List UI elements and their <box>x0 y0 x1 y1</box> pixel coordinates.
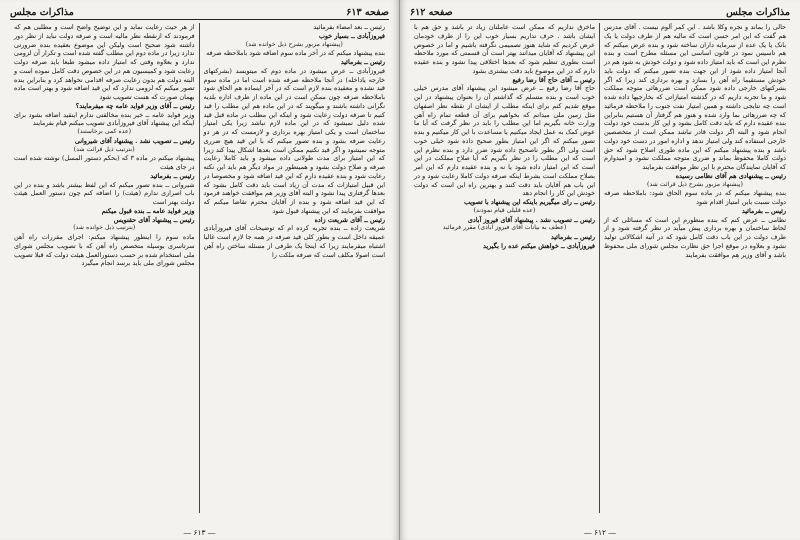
text-paragraph: حاج آقا رضا رفیع ــ عرض میشود این پیشنهاد آقای مدرس خیلی خوب است و بنده متسلم که گذاشتم آن را بعنوان پیشنهاد در این موقع تقدیم کنم برای اینکه مطلب از ایشان از نقطه نظر اصفهان مثل زمین ملی میدانم که بخواهیم برای آن قطعه تمام راه آهن وزارت خانه بگیریم اما این مطلب را باید در نظر گرفت که آیا ما عوض کمک به عمل ایجاد میکنیم یا مساعدت با این کار میکنیم و بنده تصور میکنم که اگر این امتیاز بطور صحیح داده شود خیلی خوب است ولی اگر بطور ناصحیح داده شود ضرر دارد و بنده نظرم این است که این مطلب را در نظر بگیریم که آیا صلاح مملکت در این است که این امتیاز داده شود یا نه و بنده عقیده دارم که این امر بصلاح مملکت است بشرط اینکه صرفه دولت کاملا رعایت شود و در این باب هم آقایان باید دقت کنند و بهترین راه این است که دولت خودش این کار را انجام دهد <box>414 84 595 198</box>
page-number: ― ۶۱۳ ― <box>183 528 216 537</box>
text-paragraph: شیروانی ــ بنده تصور میکنم که این لفظ بیشتر باشد و بنده در این باب اصراری ندارم (هیئت) را اضافه کنم چون دستور العمل هیئت دولت بهتر است <box>14 180 195 206</box>
speaker-paragraph: رئیس ــ بفرمائید <box>741 206 786 215</box>
text-paragraph: رئیس ــ بعد امضاء بفرمائید <box>313 23 385 31</box>
page-612 <box>400 0 800 540</box>
page-header <box>410 6 790 20</box>
speaker-paragraph: فیروزآبادی ــ خواهش میکنم عده را بگیرید <box>482 241 595 250</box>
text-paragraph: پیشنهاد میکنم در ماده ۳ که (بحکم دستور المسل) نوشته شده است در جای هیئت <box>14 154 195 171</box>
text-paragraph: از هر حیث رعایت نماید و این توضیح واضح است و مطلبی هم که فرمودند که ازنقطه نظر مالیه است و صرفه دولت نباید از نظر دور داشته شود صحیح است ولیکن این موضوع بعقیده بنده ضرورتی ندارد زیرا در ماده دوم این مطلب گفته شده است و تکرار آن لزومی ندارد و بعلاوه وقتی که امتیاز داده میشود طبعا باید صرفه دولت رعایت شود و کمیسیون هم در این خصوص دقت کامل نموده است و البته دولت هم بدون رعایت صرفه اقدامی نخواهد کرد و بنابراین بنده تصور میکنم که لزومی ندارد که این قید اضافه شود و بهتر است ماده بهمان صورت که هست تصویب شود <box>14 23 195 101</box>
text-paragraph: حالی را بماند و نجره وکلا باشد . این کمر آلوم نیست . آقای مدرس هم گفت که این امر حسن است که مالیه هم از طرف دولت یا یک بانک یا یک عده از سرمایه داران ساخته شود و بنده عرض میکنم که هم تاسیس نمود در قانون اساسی این مسئله مطرح است و بنده نظرم این است که باید امتیاز داده شود و دولت خودش به شود هم در آنجا امتیاز داده شود از این جهت بنده تصور میکنم که دولت باید خودش مستقیما راه آهن را بسازد و بهره برداری کند زیرا که اگر بشرکتهای خارجی داده شود ممکن است ضررهائی متوجه مملکت شود و ما تجربه داریم که در گذشته امتیازاتی که بخارجیها داده شده است چه نتایجی داشته و همین امتیاز نفت جنوب را ملاحظه فرمائید که چه ضررهائی بما وارد شده و هنوز هم گرفتار آن هستیم بنابراین بنده عقیده دارم که باید دقت کامل بشود و این کار بدست خود دولت انجام شود و البته اگر دولت قادر نباشد ممکن است از متخصصین خارجی استفاده کند ولی امتیاز ندهد و اداره امور در دست خود دولت باشد و بنده پیشنهاد میکنم که این ماده طوری اصلاح شود که حق دولت کاملا محفوظ بماند و ضرری متوجه مملکت نشود و امیدوارم که آقایان نمایندگان محترم با این نظر موافقت بفرمایند <box>604 23 786 171</box>
column-right <box>600 23 790 513</box>
speaker-paragraph: رئیس ــ آقای شریعت زاده <box>314 215 385 224</box>
procedural-note: (بترتیب ذیل قرائت شد) <box>73 145 135 153</box>
procedural-note: (پیشنهاد مزبور بشرح ذیل قرائت شد) <box>647 180 743 188</box>
text-paragraph: وزیر فواید عامه ــ خیر بنده مخالفتی ندارم اینقید اضافه بشود برای اینکه این پیشنهاد آقای فیروزآبادی تصویب میکنم قیام بفرمایند <box>14 110 195 128</box>
procedural-note: (عده قلیلی قیام نمودند) <box>473 206 536 214</box>
speaker-paragraph: فیروزآبادی ــ بسیار خوب <box>318 31 385 40</box>
speaker-paragraph: رئیس ــ پیشنهادی هم آقای نظامی رسیده <box>675 171 786 180</box>
page-header <box>10 6 389 20</box>
text-paragraph: بنده پیشنهاد میکنم که در ماده سوم الحاق شود: باملاحظه صرفه دولت نسبت باین امتیاز اقدام شود <box>604 189 786 206</box>
procedural-note: (پیشنهاد مزبور بشرح ذیل خوانده شد) <box>245 40 343 48</box>
speaker-paragraph: رئیس ــ پیشنهاد آقای حقنویس <box>113 215 195 224</box>
column-right <box>200 23 390 513</box>
page-running-title: مذاکرات مجلس <box>10 6 74 18</box>
text-paragraph: ماده سوم را اینطور پیشنهاد میکنم: اجرای مقررات راه آهن سرتاسری بوسیله متخصص راه آهن که با تصویب مجلس شورای ملی استخدام شده بر حسب دستورالعمل هیئت دولت که قبلا تصویب مجلس شورای ملی باید برسد انجام میگیرد <box>14 233 195 268</box>
text-columns <box>410 23 790 513</box>
page-label: صفحه ۶۱۳ <box>346 6 389 18</box>
text-paragraph: شریعت زاده ــ بنده تجربه کرده ام که توضیحات آقای فیروزآبادی عمیقه داخل است و بطور کلی قید صرفه در همه جا لازم است غالبا اشتباه میفرمایند زیرا که اینجا یک طرفی از مسئله ساختن راه آهن است اصولا مکلف است که صرفه ملکت را <box>203 224 385 259</box>
text-paragraph: بنده پیشنهاد میکنم که در آخر ماده سوم اضافه شود باملاحظه صرفه <box>206 49 385 58</box>
procedural-note: (عده کمی برخاستند) <box>77 128 132 135</box>
text-columns <box>10 23 389 513</box>
text-paragraph: نظامی ــ عرض کنم که بنده منظورم این است که مسائلی که از لحاظ ساختمان و بهره برداری پیش میآید در نظر گرفته شود و از طرف دولت در این باب دقت کامل شود که در آتیه اشکالاتی تولید نشود و بعلاوه در موقع اجرا حق نظارت مجلس شورای ملی محفوظ باشد و آقای وزیر هم موافقت بفرمایند <box>604 215 786 259</box>
speaker-paragraph: وزیر فواید عامه ــ بنده قبول میکنم <box>101 206 195 215</box>
procedural-note: (بترتیب ذیل خوانده شد) <box>73 224 136 232</box>
page-number: ― ۶۱۲ ― <box>584 528 616 537</box>
column-left <box>410 23 600 513</box>
text-paragraph: ماخرق نداریم که ممکن است عاملتان زیاد تر باشد و حق هم با ایشان باشد . حرف نداریم بسیار خوب این را از طرف خودمان عرض کردیم که شاید هنوز تصمیمی نگرفته باشیم و اما در خصوص این پیشنهاد که آقایان میدانند بهتر است آن قسمتی که مورد ملاحظه است بطوری تنظیم شود که بعدها اختلافی پیدا نشود و بنده عقیده دارم که در این موضوع باید دقت بیشتری بشود <box>414 23 595 75</box>
page-running-title: مذاکرات مجلس <box>726 6 790 18</box>
speaker-paragraph: رئیس ــ آقای وزیر فواید عامه چه میفرمایند؟ <box>75 101 195 110</box>
speaker-paragraph: رئیس ــ تصویب نشد . پیشنهاد آقای شیروانی <box>74 136 195 145</box>
page-label: صفحه ۶۱۲ <box>410 6 453 18</box>
speaker-paragraph: رئیس ــ بفرمائید <box>550 233 595 241</box>
text-paragraph: فیروزآبادی ــ عرض میشود در ماده دوم که میتویسد (بشرکتهای خارجه یاداخله) در آنجا ملاحظه صرفه شده است اما در ماده سوم قید نشده و معقیده بنده لازم است که در آخر اینماده هم الحاق شود باملاحظه صرفه چون ممکن است در این ماده از طرف اداره بلدیه نگرانی داشته باشند و میگویند که در این ماده هم این مطلب را قید کنیم تا صرفه دولت رعایت شود و اینکه این مطلب در ماده قبل قید شده دلیل نمیشود که در این ماده لازم نباشد زیرا یکی امتیاز ساختمان است و یکی امتیاز بهره برداری و لازمست که در هر دو رعایت صرفه بشود و بنده تصور میکنم که با این قید هیچ ضرری متوجه نمیشود و اگر قید نکنیم ممکن است بعدها اشکال پیدا کند زیرا که این امتیاز برای مدت طولانی داده میشود و باید کاملا رعایت صرفه و صلاح دولت بشود و همینطور در مواد دیگر هم باید این نکته رعایت شود و بنده عقیده دارم که این قید اضافه شود و مخصوصا در این قبیل امتیازات که مدت آن زیاد است باید دقت کامل بشود که بعدها گرفتاری پیدا نشود و البته آقای وزیر هم موافقت خواهند فرمود که این قید اضافه شود و بنده از آقایان محترم تقاضا میکنم که موافقت بفرمایند که این پیشنهاد قبول شود <box>203 66 385 215</box>
column-left <box>10 23 200 513</box>
speaker-paragraph: رئیس ــ رای میگیریم باینکه این پیشنهاد با تصویب <box>464 198 595 206</box>
speaker-paragraph: رئیس ــ بفرمائید <box>150 171 195 180</box>
procedural-note: (عطف به بیانات آقای فیروز آبادی) مقرر فرمائید <box>442 224 567 232</box>
speaker-paragraph: رئیس ــ آقای حاج آقا رضا رفیع <box>512 75 595 84</box>
speaker-paragraph: رئیس ــ تصویب نشد . پیشنهاد آقای فیروز آبادی <box>467 215 595 224</box>
speaker-paragraph: رئیس ــ بفرمائید <box>340 58 385 66</box>
